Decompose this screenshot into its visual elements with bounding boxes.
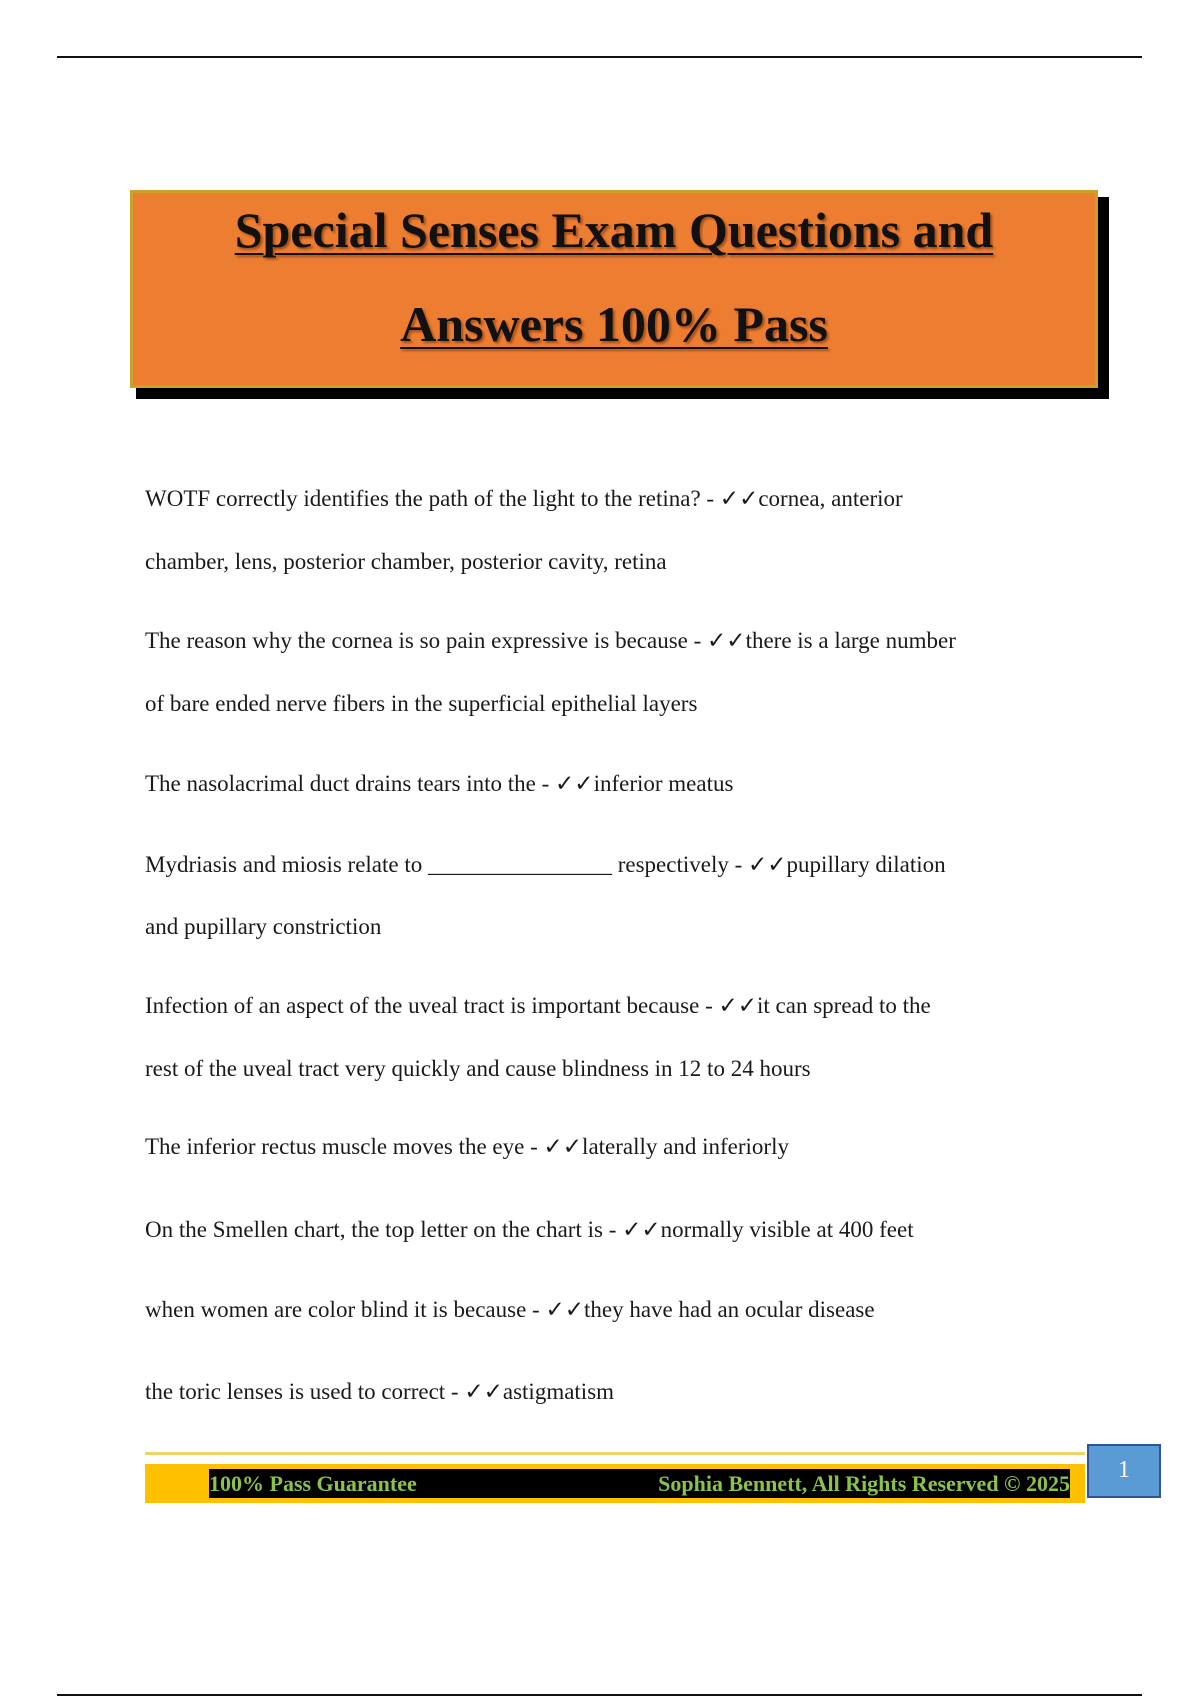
qa-line: rest of the uveal tract very quickly and cause blindness in 12 to 24 hours: [145, 1056, 811, 1081]
footer-guarantee: 100% Pass Guarantee: [209, 1470, 417, 1496]
qa-line: The reason why the cornea is so pain expressive is because - ✓✓there is a large number: [145, 628, 956, 653]
footer-bar: [145, 1464, 1085, 1503]
top-rule: [57, 56, 1142, 58]
qa-line: The inferior rectus muscle moves the eye - ✓✓laterally and inferiorly: [145, 1134, 789, 1159]
bottom-rule: [57, 1694, 1142, 1696]
qa-line: WOTF correctly identifies the path of the light to the retina? - ✓✓cornea, anterior: [145, 486, 903, 511]
qa-line: chamber, lens, posterior chamber, posterior cavity, retina: [145, 549, 667, 574]
title-line-1: Special Senses Exam Questions and: [234, 202, 994, 258]
qa-line: and pupillary constriction: [145, 914, 382, 939]
qa-line: On the Smellen chart, the top letter on the chart is - ✓✓normally visible at 400 feet: [145, 1217, 914, 1242]
footer-text-box: [209, 1469, 1070, 1498]
title-line-2: Answers 100% Pass: [400, 296, 828, 352]
qa-line: the toric lenses is used to correct - ✓✓astigmatism: [145, 1379, 615, 1404]
qa-line: The nasolacrimal duct drains tears into the - ✓✓inferior meatus: [145, 771, 734, 796]
page-number: 1: [1087, 1444, 1161, 1498]
title-banner: [130, 190, 1098, 388]
qa-line: Mydriasis and miosis relate to ________________ respectively - ✓✓pupillary dilation: [145, 852, 946, 877]
qa-line: when women are color blind it is because - ✓✓they have had an ocular disease: [145, 1297, 875, 1322]
qa-line: Infection of an aspect of the uveal tract is important because - ✓✓it can spread to the: [145, 993, 931, 1018]
qa-line: of bare ended nerve fibers in the superficial epithelial layers: [145, 691, 698, 716]
footer-divider: [145, 1452, 1085, 1455]
footer-copyright: Sophia Bennett, All Rights Reserved © 2025: [658, 1470, 1070, 1496]
